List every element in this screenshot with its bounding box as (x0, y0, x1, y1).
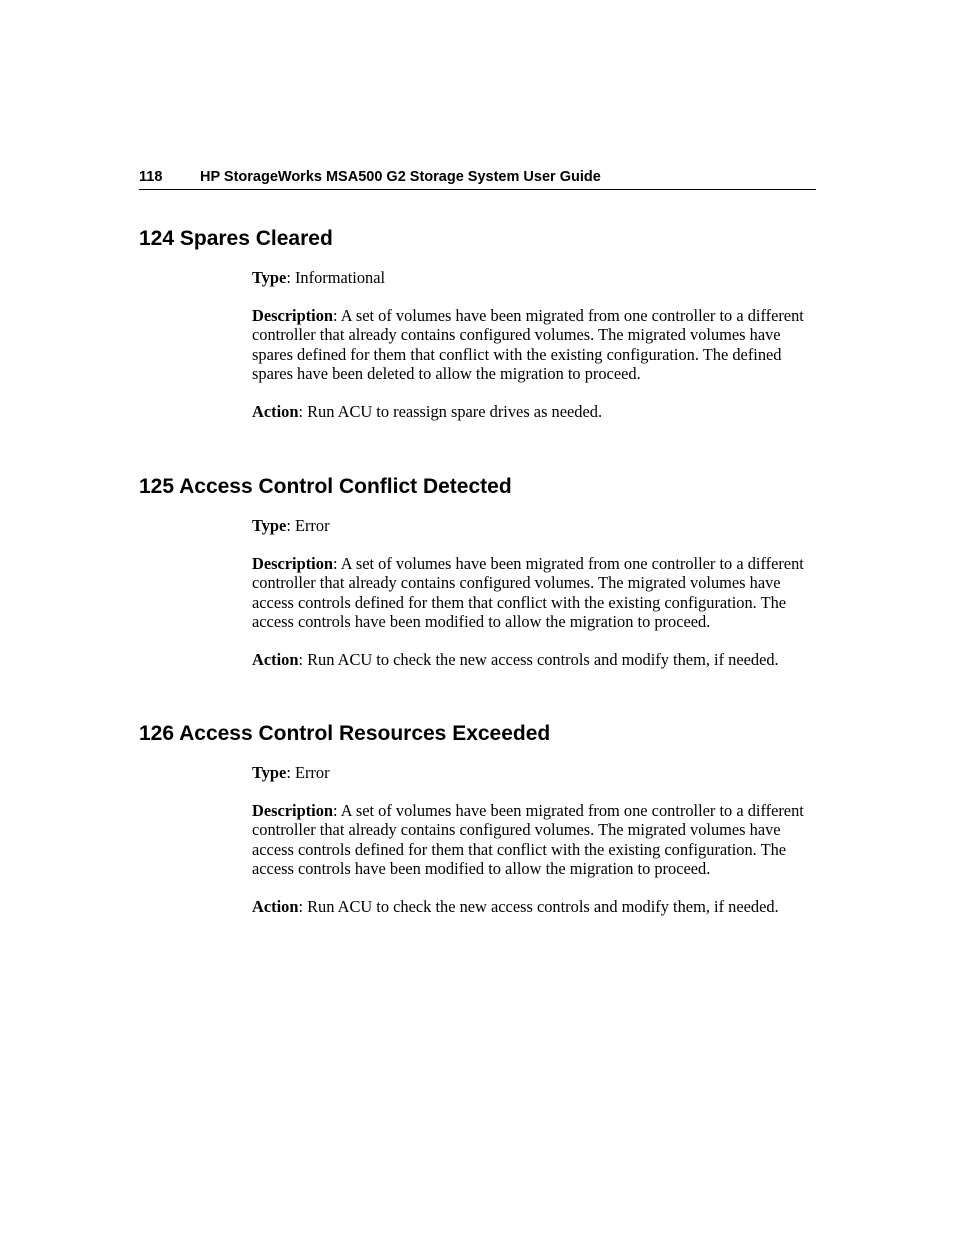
description-label: Description (252, 306, 334, 326)
action-value: : Run ACU to check the new access controls and modify them, if needed. (298, 897, 779, 917)
action-label: Action (252, 897, 299, 917)
type-value: : Error (286, 763, 330, 782)
type-label: Type (252, 516, 287, 535)
description-paragraph (252, 801, 814, 878)
type-label: Type (252, 763, 287, 782)
action-line (252, 402, 814, 421)
section-125-access-control-conflict (139, 474, 819, 688)
action-line (252, 650, 814, 669)
section-124-spares-cleared (139, 226, 819, 440)
guide-title: HP StorageWorks MSA500 G2 Storage System User Guide (200, 169, 601, 185)
page-header (139, 168, 816, 190)
action-value: : Run ACU to check the new access controls and modify them, if needed. (298, 650, 779, 670)
type-label: Type (252, 268, 287, 287)
action-label: Action (252, 402, 299, 422)
page-number: 118 (139, 169, 163, 185)
section-title: 126 Access Control Resources Exceeded (139, 722, 551, 745)
section-body (252, 268, 814, 421)
action-value: : Run ACU to reassign spare drives as needed. (298, 402, 603, 422)
section-title: 124 Spares Cleared (139, 227, 333, 250)
type-line (252, 268, 814, 287)
type-value: : Informational (286, 268, 386, 287)
type-line (252, 763, 814, 782)
type-value: : Error (286, 516, 330, 535)
description-value: : A set of volumes have been migrated from one controller to a different controller that already contains configured volumes. The migrated volumes have spares defined for them that conflict with the existing configuration. The defined spares have been deleted to allow the migration to proceed. (252, 306, 804, 383)
description-paragraph (252, 554, 814, 631)
description-paragraph (252, 306, 814, 383)
type-line (252, 516, 814, 535)
description-label: Description (252, 554, 334, 574)
action-line (252, 897, 814, 916)
section-body (252, 516, 814, 669)
description-label: Description (252, 801, 334, 821)
section-title: 125 Access Control Conflict Detected (139, 475, 512, 498)
section-body (252, 763, 814, 916)
action-label: Action (252, 650, 299, 670)
section-126-access-control-resources (139, 721, 819, 935)
description-value: : A set of volumes have been migrated from one controller to a different controller that already contains configured volumes. The migrated volumes have access controls defined for them that conflict with the existing configuration. The access controls have been modified to allow the migration to proceed. (252, 554, 804, 631)
description-value: : A set of volumes have been migrated from one controller to a different controller that already contains configured volumes. The migrated volumes have access controls defined for them that conflict with the existing configuration. The access controls have been modified to allow the migration to proceed. (252, 801, 804, 878)
